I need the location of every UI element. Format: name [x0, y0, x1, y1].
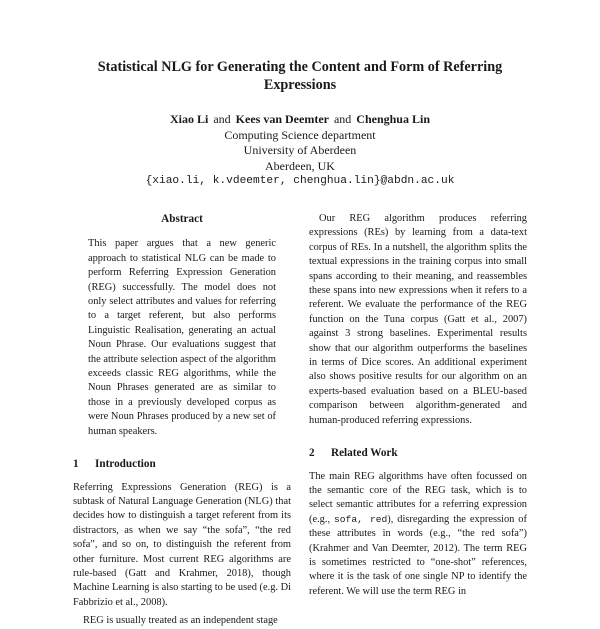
- related-text-a: The main REG algorithms have often focussed on the semantic core of the REG task, which is to select semantic attributes for a referring expression (e.g.,: [309, 470, 527, 525]
- and-word-1: and: [213, 112, 231, 126]
- related-text-b: ), disregarding the expression of these attributes in words (e.g., “the red sofa”) (Krahmer and Van Deemter, 2012). The term REG is sometimes restricted to “one-shot” references, where it is the task of one single NP to identify the referent. We will use the term REG in: [309, 513, 527, 597]
- intro-paragraph-2: REG is usually treated as an independent stage: [83, 615, 278, 627]
- left-column: [73, 212, 291, 629]
- affiliation-university: University of Aberdeen: [243, 143, 357, 157]
- author-block: [60, 112, 540, 190]
- section-number: 1: [73, 458, 79, 471]
- author-1: Xiao Li: [170, 112, 209, 126]
- author-2: Kees van Deemter: [235, 112, 329, 126]
- related-work-paragraph: [309, 470, 527, 600]
- section-heading-related-work: [309, 446, 527, 460]
- abstract-heading: Abstract: [161, 213, 203, 225]
- author-3: Chenghua Lin: [356, 112, 430, 126]
- intro-paragraph-1: Referring Expressions Generation (REG) is a subtask of Natural Language Generation (NLG) that decides how to distinguish a target referent from its distractors, as when we say “the sofa”, “the red sofa”, and so on, to distinguish the referent from other furniture. Most current REG algorithms are rule-based (Gatt and Krahmer, 2018), though Machine Learning is also starting to be used (e.g. Di Fabbrizio et al., 2008).: [73, 481, 291, 608]
- attribute-code: sofa, red: [334, 513, 388, 525]
- title-line-1: Statistical NLG for Generating the Content and Form of Referring: [97, 59, 503, 75]
- paper-title: [60, 58, 540, 94]
- affiliation-city: Aberdeen, UK: [265, 158, 335, 173]
- right-column: [309, 212, 527, 599]
- section-title: Related Work: [331, 447, 398, 460]
- section-number: 2: [309, 447, 315, 460]
- and-word-2: and: [333, 112, 352, 126]
- author-emails: {xiao.li, k.vdeemter, chenghua.lin}@abdn.ac.uk: [145, 175, 455, 187]
- section-heading-introduction: [73, 457, 291, 471]
- right-paragraph-1: Our REG algorithm produces referring expressions (REs) by learning from a data-text corpus of REs. In a nutshell, the algorithm splits the textual expressions in the training corpus into small spans according to their meaning, and reassembles these spans into new expressions when it refers to a referent. We evaluate the performance of the REG function on the Tuna corpus (Gatt et al., 2007) against 3 strong baselines. Experimental results show that our algorithm outperforms the baselines in terms of Dice scores. An additional experiment also shows positive results for our algorithm on an experts-based evaluation based on a BLEU-based comparison between algorithm-generated and human-produced referring expressions.: [309, 213, 527, 426]
- affiliation-department: Computing Science department: [224, 127, 376, 142]
- abstract-text: This paper argues that a new generic approach to statistical NLG can be made to perform Referring Expression Generation (REG) successfully. The model does not only select attributes and values for referring to a target referent, but also performs Linguistic Realisation, generating an actual Noun Phrase. Our evaluations suggest that the attribute selection aspect of the algorithm exceeds classic REG algorithms, while the Noun Phrases generated are as similar to those in a previously developed corpus as were Noun Phrases produced by a new set of human speakers.: [88, 238, 276, 437]
- section-title: Introduction: [95, 458, 156, 471]
- author-names: [60, 112, 540, 128]
- title-line-2: Expressions: [263, 77, 337, 93]
